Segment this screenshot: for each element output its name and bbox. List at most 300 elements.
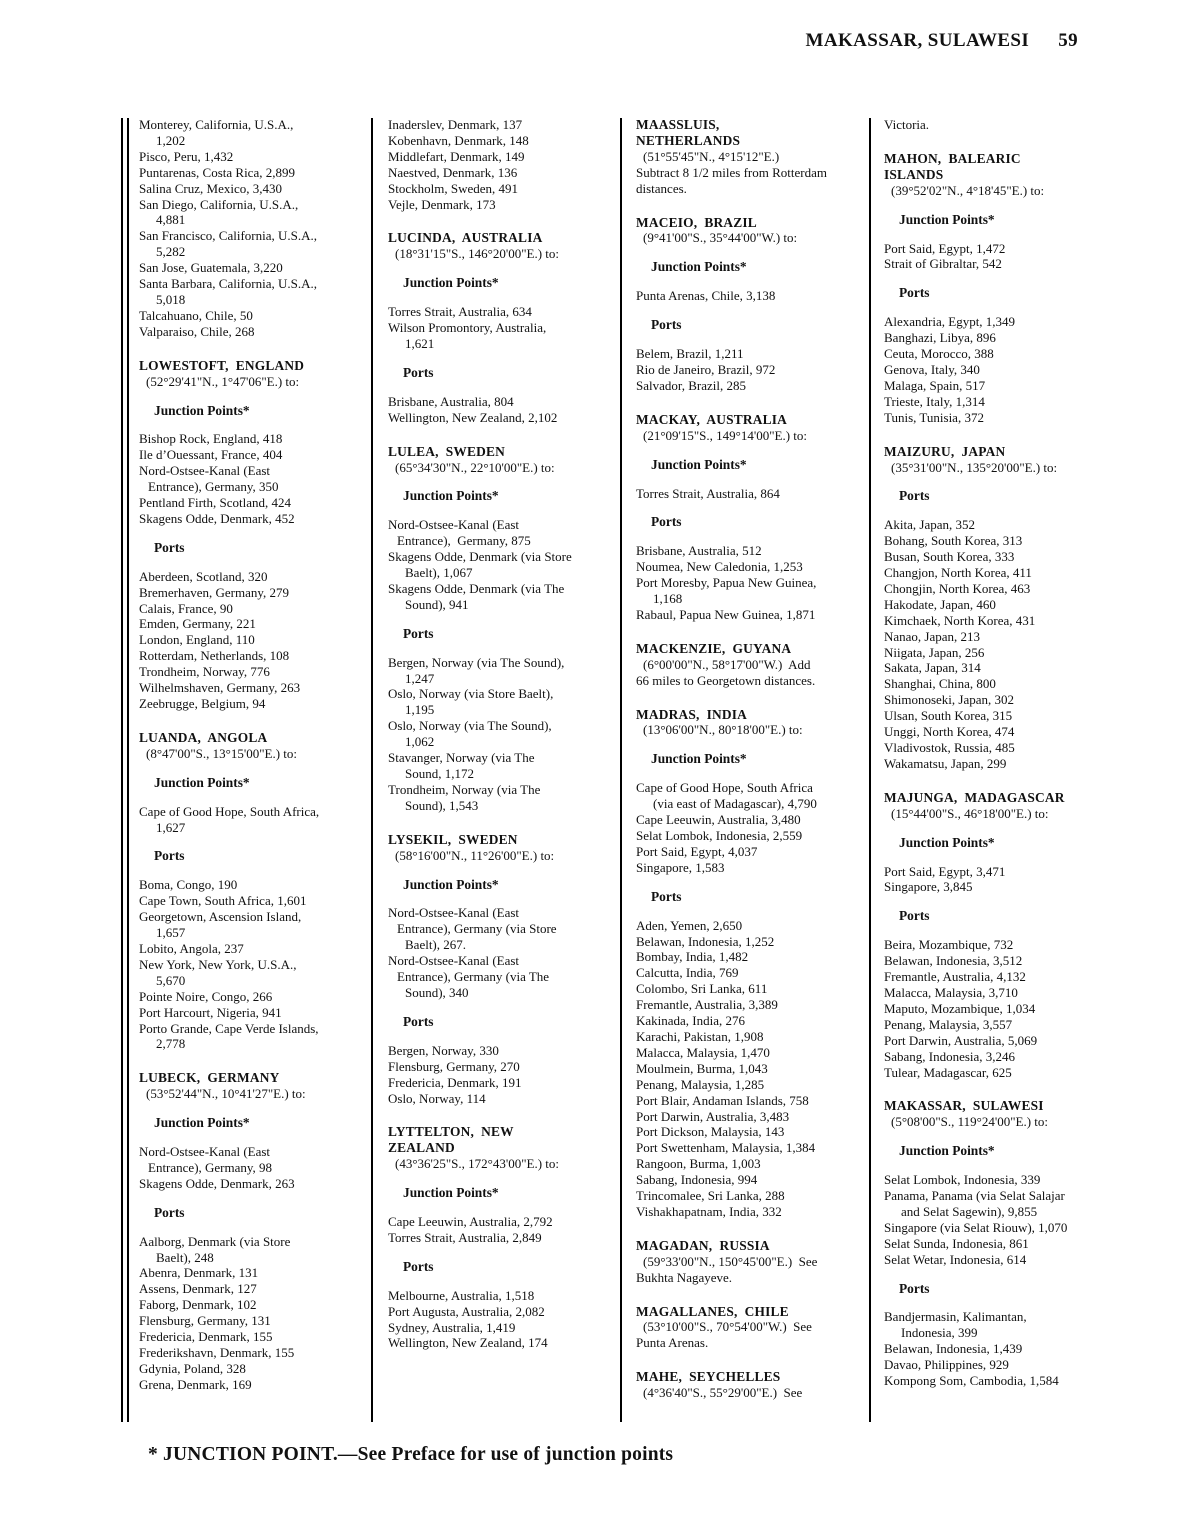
entry-line: Nord-Ostsee-Kanal (East (388, 905, 520, 921)
line-gap (636, 689, 868, 707)
entry-continuation: Baelt), 267. (405, 937, 467, 953)
line-gap (139, 1052, 367, 1070)
subheading: Ports (651, 317, 682, 333)
entry-line: Brisbane, Australia, 804 (388, 393, 514, 409)
entry-line: Panama, Panama (via Selat Salajar (884, 1188, 1065, 1204)
entry-line: Shimonoseki, Japan, 302 (884, 692, 1014, 708)
entry-line: Sabang, Indonesia, 3,246 (884, 1048, 1016, 1064)
coordinates-line: (13°06'00"N., 80°18'00"E.) to: (643, 722, 803, 738)
running-title: MAKASSAR, SULAWESI (805, 30, 1030, 51)
line-gap (636, 304, 868, 317)
entry-continuation: 1,062 (405, 734, 435, 750)
line-gap (388, 1030, 618, 1043)
line-gap (884, 1159, 1146, 1172)
line-gap (636, 1286, 868, 1304)
text-column-1 (139, 117, 367, 1393)
entry-line: Port Blair, Andaman Islands, 758 (636, 1092, 809, 1108)
text-column-2 (388, 117, 618, 1351)
section-heading: MAHON, BALEARIC (884, 150, 1021, 166)
entry-line: Port Darwin, Australia, 5,069 (884, 1032, 1038, 1048)
entry-line: Nanao, Japan, 213 (884, 628, 981, 644)
entry-line: Port Said, Egypt, 1,472 (884, 240, 1006, 256)
entry-line: San Francisco, California, U.S.A., (139, 228, 318, 244)
entry-line: Georgetown, Ascension Island, (139, 909, 302, 925)
entry-line: Flensburg, Germany, 131 (139, 1313, 271, 1329)
entry-line: Cape of Good Hope, South Africa (636, 780, 813, 796)
entry-line: Port Moresby, Papua New Guinea, (636, 575, 817, 591)
entry-line: Vishakhapatnam, India, 332 (636, 1203, 782, 1219)
subheading: Junction Points* (154, 774, 250, 790)
line-gap (884, 924, 1146, 937)
entry-line: Akita, Japan, 352 (884, 517, 975, 533)
coordinates-line: (65°34'30"N., 22°10'00"E.) to: (395, 459, 555, 475)
subheading: Ports (899, 285, 930, 301)
line-gap (388, 1106, 618, 1124)
entry-line: Malaga, Spain, 517 (884, 377, 986, 393)
entry-line: Busan, South Korea, 333 (884, 549, 1015, 565)
entry-line: Port Said, Egypt, 4,037 (636, 843, 758, 859)
coordinates-line: (6°00'00"N., 58°17'00"W.) Add (643, 656, 811, 672)
entry-line: Skagens Odde, Denmark, 452 (139, 510, 295, 526)
entry-line: Punta Arenas, Chile, 3,138 (636, 288, 776, 304)
entry-line: Selat Lombok, Indonesia, 2,559 (636, 828, 803, 843)
line-gap (636, 275, 868, 288)
entry-line: Kobenhavn, Denmark, 148 (388, 132, 529, 148)
entry-line: Singapore (via Selat Riouw), 1,070 (884, 1219, 1068, 1235)
entry-line: Aalborg, Denmark (via Store (139, 1233, 291, 1249)
coordinates-line: (15°44'00"S., 46°18'00"E.) to: (891, 805, 1049, 821)
subheading: Junction Points* (651, 456, 747, 472)
line-gap (884, 504, 1146, 517)
entry-line: Pisco, Peru, 1,432 (139, 148, 234, 164)
entry-line: Noumea, New Caledonia, 1,253 (636, 559, 803, 575)
entry-line: Maputo, Mozambique, 1,034 (884, 1000, 1036, 1016)
entry-line: Bombay, India, 1,482 (636, 949, 749, 965)
entry-line: Flensburg, Germany, 270 (388, 1058, 520, 1074)
subheading: Junction Points* (403, 275, 499, 291)
entry-continuation: 4,881 (156, 212, 186, 228)
entry-line: Hakodate, Japan, 460 (884, 596, 996, 612)
entry-line: Kompong Som, Cambodia, 1,584 (884, 1373, 1059, 1389)
line-gap (388, 352, 618, 365)
entry-line: Selat Lombok, Indonesia, 339 (884, 1172, 1041, 1188)
line-gap (636, 1220, 868, 1238)
entry-line: Vejle, Denmark, 173 (388, 196, 496, 212)
entry-line: Moulmein, Burma, 1,043 (636, 1060, 768, 1076)
subheading: Ports (403, 364, 434, 380)
line-gap (884, 851, 1146, 864)
entry-line: Chongjin, North Korea, 463 (884, 580, 1031, 596)
line-gap (388, 381, 618, 394)
entry-line: Rotterdam, Netherlands, 108 (139, 648, 290, 664)
entry-line: Fredericia, Denmark, 155 (139, 1329, 273, 1345)
line-gap (636, 333, 868, 346)
line-gap (636, 394, 868, 412)
text-column-3 (636, 117, 868, 1401)
entry-line: Kakinada, India, 276 (636, 1013, 746, 1029)
line-gap (139, 712, 367, 730)
entry-line: Kimchaek, North Korea, 431 (884, 612, 1036, 628)
entry-line: New York, New York, U.S.A., (139, 956, 297, 972)
entry-line: distances. (636, 180, 687, 196)
coordinates-line: (43°36'25"S., 172°43'00"E.) to: (395, 1156, 559, 1172)
entry-line: Niigata, Japan, 256 (884, 644, 985, 660)
entry-continuation: Entrance), Germany, 875 (397, 533, 531, 549)
column-divider-1 (371, 118, 373, 1422)
entry-line: Port Said, Egypt, 3,471 (884, 863, 1006, 879)
entry-line: Alexandria, Egypt, 1,349 (884, 314, 1016, 330)
entry-continuation: 5,670 (156, 972, 186, 988)
entry-line: Cape Leeuwin, Australia, 2,792 (388, 1214, 553, 1230)
coordinates-line: (4°36'40"S., 55°29'00"E.) See (643, 1385, 803, 1401)
line-gap (388, 1201, 618, 1214)
entry-line: Beira, Mozambique, 732 (884, 937, 1014, 953)
entry-continuation: Sound), 1,543 (405, 797, 479, 813)
entry-line: Nord-Ostsee-Kanal (East (139, 1144, 271, 1160)
line-gap (139, 864, 367, 877)
entry-line: Assens, Denmark, 127 (139, 1281, 257, 1297)
section-heading: MACEIO, BRAZIL (636, 214, 757, 230)
subheading: Ports (651, 888, 682, 904)
line-gap (388, 504, 618, 517)
subheading: Junction Points* (403, 1185, 499, 1201)
entry-line: Rabaul, Papua New Guinea, 1,871 (636, 606, 816, 622)
line-gap (884, 133, 1146, 151)
coordinates-line: (58°16'00"N., 11°26'00"E.) to: (395, 847, 555, 863)
entry-line: Wilhelmshaven, Germany, 263 (139, 680, 301, 696)
line-gap (636, 876, 868, 889)
line-gap (636, 444, 868, 457)
entry-line: Sakata, Japan, 314 (884, 660, 981, 676)
entry-line: Trondheim, Norway (via The (388, 781, 541, 797)
entry-line: Ile d’Ouessant, France, 404 (139, 447, 283, 463)
coordinates-line: (59°33'00"N., 150°45'00"E.) See (643, 1253, 818, 1269)
entry-line: Oslo, Norway (via Store Baelt), (388, 686, 554, 702)
entry-line: Belawan, Indonesia, 3,512 (884, 953, 1023, 969)
line-gap (636, 767, 868, 780)
line-gap (139, 556, 367, 569)
entry-line: Oslo, Norway (via The Sound), (388, 718, 552, 734)
entry-line: Monterey, California, U.S.A., (139, 117, 294, 132)
entry-continuation: and Selat Sagewin), 9,855 (901, 1203, 1038, 1219)
entry-line: Aden, Yemen, 2,650 (636, 917, 743, 933)
entry-continuation: 1,168 (653, 591, 683, 607)
line-gap (388, 1246, 618, 1259)
entry-line: Puntarenas, Costa Rica, 2,899 (139, 164, 295, 180)
subheading: Ports (651, 514, 682, 530)
entry-line: Fremantle, Australia, 3,389 (636, 997, 778, 1013)
left-rule-outer (121, 118, 123, 1422)
entry-line: Abenra, Denmark, 131 (139, 1265, 259, 1281)
line-gap (388, 814, 618, 832)
subheading: Junction Points* (651, 751, 747, 767)
entry-line: Torres Strait, Australia, 634 (388, 304, 532, 320)
line-gap (884, 228, 1146, 241)
section-heading: MAJUNGA, MADAGASCAR (884, 789, 1065, 805)
coordinates-line: (53°10'00"S., 70°54'00"W.) See (643, 1319, 812, 1335)
entry-continuation: Entrance), Germany, 98 (148, 1159, 273, 1175)
entry-line: Salina Cruz, Mexico, 3,430 (139, 180, 282, 196)
entry-line: Selat Sunda, Indonesia, 861 (884, 1235, 1029, 1251)
line-gap (884, 272, 1146, 285)
subheading: Junction Points* (899, 1143, 995, 1159)
subheading: Ports (899, 1280, 930, 1296)
line-gap (884, 301, 1146, 314)
column-divider-3 (869, 118, 871, 1422)
line-gap (388, 613, 618, 626)
line-gap (636, 473, 868, 486)
entry-line: Davao, Philippines, 929 (884, 1357, 1009, 1373)
junction-point-footnote: * JUNCTION POINT.—See Preface for use of junction points (148, 1444, 674, 1465)
entry-line: Emden, Germany, 221 (139, 616, 256, 632)
section-heading: MAGADAN, RUSSIA (636, 1237, 770, 1253)
line-gap (388, 426, 618, 444)
entry-line: Changjon, North Korea, 411 (884, 565, 1032, 581)
subheading: Ports (154, 539, 185, 555)
entry-line: Singapore, 1,583 (636, 859, 725, 875)
section-heading: LUCINDA, AUSTRALIA (388, 230, 543, 246)
entry-line: Subtract 8 1/2 miles from Rotterdam (636, 164, 827, 180)
entry-line: Naestved, Denmark, 136 (388, 164, 518, 180)
entry-line: Genova, Italy, 340 (884, 361, 980, 377)
subheading: Junction Points* (651, 259, 747, 275)
entry-line: Brisbane, Australia, 512 (636, 543, 762, 559)
entry-line: Sabang, Indonesia, 994 (636, 1172, 758, 1188)
entry-line: Faborg, Denmark, 102 (139, 1297, 257, 1313)
entry-line: Singapore, 3,845 (884, 879, 973, 895)
line-gap (884, 1130, 1146, 1143)
entry-line: Pentland Firth, Scotland, 424 (139, 495, 292, 511)
section-heading: LYSEKIL, SWEDEN (388, 831, 518, 847)
entry-line: Penang, Malaysia, 3,557 (884, 1016, 1013, 1032)
line-gap (636, 1351, 868, 1369)
entry-line: Port Darwin, Australia, 3,483 (636, 1108, 790, 1124)
entry-line: Cape of Good Hope, South Africa, (139, 803, 320, 819)
entry-line: Cape Town, South Africa, 1,601 (139, 893, 307, 909)
subheading: Junction Points* (899, 211, 995, 227)
entry-line: Strait of Gibraltar, 542 (884, 256, 1002, 272)
line-gap (139, 527, 367, 540)
entry-line: Valparaiso, Chile, 268 (139, 323, 255, 339)
entry-line: Rangoon, Burma, 1,003 (636, 1156, 761, 1172)
entry-line: Unggi, North Korea, 474 (884, 724, 1015, 740)
entry-continuation: Entrance), Germany, 350 (148, 479, 279, 495)
section-heading: MACKAY, AUSTRALIA (636, 411, 788, 427)
entry-line: London, England, 110 (139, 632, 255, 648)
entry-line: Belem, Brazil, 1,211 (636, 346, 744, 362)
entry-line: Nord-Ostsee-Kanal (East (139, 463, 271, 479)
entry-continuation: (via east of Madagascar), 4,790 (653, 796, 817, 812)
entry-line: Nord-Ostsee-Kanal (East (388, 517, 520, 533)
line-gap (884, 199, 1146, 212)
entry-continuation: Baelt), 248 (156, 1249, 214, 1265)
line-gap (139, 1131, 367, 1144)
entry-line: Sydney, Australia, 1,419 (388, 1319, 516, 1335)
entry-line: Middlefart, Denmark, 149 (388, 148, 525, 164)
coordinates-line: (52°29'41"N., 1°47'06"E.) to: (146, 373, 300, 389)
entry-line: Skagens Odde, Denmark (via The (388, 580, 565, 596)
entry-continuation: 1,627 (156, 819, 186, 835)
coordinates-line: (18°31'15"S., 146°20'00"E.) to: (395, 246, 559, 262)
section-heading: ISLANDS (884, 166, 944, 182)
entry-line: Port Augusta, Australia, 2,082 (388, 1303, 545, 1319)
line-gap (636, 530, 868, 543)
line-gap (139, 835, 367, 848)
page-number: 59 (1058, 30, 1078, 51)
entry-line: Stockholm, Sweden, 491 (388, 180, 518, 196)
entry-continuation: 2,778 (156, 1036, 186, 1052)
line-gap (388, 1275, 618, 1288)
entry-continuation: 1,621 (405, 335, 435, 351)
line-gap (884, 772, 1146, 790)
entry-line: Lobito, Angola, 237 (139, 940, 244, 956)
entry-line: Port Harcourt, Nigeria, 941 (139, 1004, 282, 1020)
line-gap (636, 197, 868, 215)
subheading: Junction Points* (403, 488, 499, 504)
entry-line: San Diego, California, U.S.A., (139, 196, 299, 212)
line-gap (388, 291, 618, 304)
subheading: Junction Points* (154, 1115, 250, 1131)
subheading: Ports (403, 1013, 434, 1029)
line-gap (884, 475, 1146, 488)
entry-continuation: 5,282 (156, 244, 186, 260)
entry-line: Punta Arenas. (636, 1335, 709, 1351)
entry-line: Stavanger, Norway (via The (388, 750, 535, 766)
line-gap (636, 501, 868, 514)
entry-line: Victoria. (884, 117, 930, 132)
line-gap (139, 762, 367, 775)
entry-line: Talcahuano, Chile, 50 (139, 307, 253, 323)
line-gap (139, 1221, 367, 1234)
line-gap (884, 426, 1146, 444)
line-gap (388, 262, 618, 275)
entry-line: Ulsan, South Korea, 315 (884, 708, 1013, 724)
coordinates-line: (39°52'02"N., 4°18'45"E.) to: (891, 182, 1045, 198)
entry-line: Bukhta Nagayeve. (636, 1269, 733, 1285)
entry-line: Port Swettenham, Malaysia, 1,384 (636, 1140, 816, 1156)
entry-line: Wellington, New Zealand, 2,102 (388, 409, 558, 425)
line-gap (139, 418, 367, 431)
entry-line: Colombo, Sri Lanka, 611 (636, 981, 768, 997)
coordinates-line: (5°08'00"S., 119°24'00"E.) to: (891, 1114, 1049, 1130)
entry-line: Wilson Promontory, Australia, (388, 320, 547, 336)
subheading: Ports (154, 848, 185, 864)
entry-line: Trieste, Italy, 1,314 (884, 393, 985, 409)
section-heading: MAHE, SEYCHELLES (636, 1369, 781, 1385)
entry-continuation: 1,202 (156, 132, 186, 148)
entry-line: Port Dickson, Malaysia, 143 (636, 1124, 785, 1140)
line-gap (139, 390, 367, 403)
line-gap (388, 1172, 618, 1185)
line-gap (636, 738, 868, 751)
entry-line: Fremantle, Australia, 4,132 (884, 969, 1026, 985)
subheading: Ports (403, 625, 434, 641)
line-gap (636, 246, 868, 259)
entry-line: Cape Leeuwin, Australia, 3,480 (636, 812, 801, 828)
line-gap (139, 1102, 367, 1115)
line-gap (388, 892, 618, 905)
entry-continuation: 1,195 (405, 702, 435, 718)
entry-line: Shanghai, China, 800 (884, 676, 996, 692)
entry-line: Oslo, Norway, 114 (388, 1090, 486, 1106)
section-heading: MAKASSAR, SULAWESI (884, 1098, 1044, 1114)
entry-line: Karachi, Pakistan, 1,908 (636, 1028, 764, 1044)
entry-line: Ceuta, Morocco, 388 (884, 346, 994, 362)
entry-line: Torres Strait, Australia, 864 (636, 485, 780, 501)
entry-continuation: Sound, 1,172 (405, 766, 474, 781)
entry-line: Skagens Odde, Denmark, 263 (139, 1175, 295, 1191)
entry-line: Melbourne, Australia, 1,518 (388, 1287, 535, 1303)
entry-line: Trondheim, Norway, 776 (139, 664, 270, 680)
entry-line: Tulear, Madagascar, 625 (884, 1064, 1012, 1080)
entry-line: Calcutta, India, 769 (636, 965, 739, 981)
entry-line: Zeebrugge, Belgium, 94 (139, 696, 266, 711)
entry-line: Nord-Ostsee-Kanal (East (388, 953, 520, 969)
coordinates-line: (9°41'00"S., 35°44'00"W.) to: (643, 230, 798, 246)
entry-continuation: 1,247 (405, 670, 435, 686)
entry-line: Santa Barbara, California, U.S.A., (139, 276, 317, 292)
entry-line: Skagens Odde, Denmark (via Store (388, 549, 572, 565)
entry-continuation: Sound), 340 (405, 984, 469, 1000)
entry-line: Vladivostok, Russia, 485 (884, 740, 1015, 755)
entry-continuation: Baelt), 1,067 (405, 565, 473, 581)
subheading: Ports (899, 908, 930, 924)
section-heading: MAIZURU, JAPAN (884, 443, 1006, 459)
coordinates-line: (51°55'45"N., 4°15'12"E.) (643, 148, 780, 164)
section-heading: MAGALLANES, CHILE (636, 1303, 789, 1319)
entry-line: Wellington, New Zealand, 174 (388, 1335, 548, 1351)
entry-continuation: Indonesia, 399 (901, 1325, 978, 1341)
section-heading: MADRAS, INDIA (636, 706, 748, 722)
entry-line: Pointe Noire, Congo, 266 (139, 988, 273, 1004)
entry-continuation: 5,018 (156, 291, 186, 307)
subheading: Junction Points* (403, 876, 499, 892)
line-gap (636, 905, 868, 918)
entry-line: Aberdeen, Scotland, 320 (139, 568, 268, 584)
entry-continuation: Entrance), Germany (via The (397, 969, 550, 985)
entry-line: Frederikshavn, Denmark, 155 (139, 1345, 295, 1360)
entry-continuation: 1,657 (156, 925, 186, 941)
entry-line: Torres Strait, Australia, 2,849 (388, 1229, 542, 1245)
left-rule-inner (127, 118, 129, 1422)
subheading: Junction Points* (154, 402, 250, 418)
section-heading: LUANDA, ANGOLA (139, 729, 268, 745)
line-gap (636, 623, 868, 641)
entry-line: Malacca, Malaysia, 1,470 (636, 1044, 770, 1060)
entry-line: Belawan, Indonesia, 1,439 (884, 1341, 1023, 1357)
entry-line: Bishop Rock, England, 418 (139, 431, 283, 447)
column-divider-2 (620, 118, 622, 1422)
section-heading: LOWESTOFT, ENGLAND (139, 357, 305, 373)
entry-line: Belawan, Indonesia, 1,252 (636, 933, 775, 949)
section-heading: MACKENZIE, GUYANA (636, 640, 792, 656)
entry-line: Bergen, Norway (via The Sound), (388, 654, 565, 670)
text-column-4 (884, 117, 1146, 1389)
entry-line: Bandjermasin, Kalimantan, (884, 1309, 1027, 1325)
coordinates-line: (35°31'00"N., 135°20'00"E.) to: (891, 459, 1058, 475)
line-gap (388, 475, 618, 488)
coordinates-line: (53°52'44"N., 10°41'27"E.) to: (146, 1086, 306, 1102)
line-gap (388, 642, 618, 655)
entry-line: Bergen, Norway, 330 (388, 1042, 499, 1058)
subheading: Ports (899, 488, 930, 504)
section-heading: LULEA, SWEDEN (388, 443, 506, 459)
entry-line: 66 miles to Georgetown distances. (636, 672, 816, 688)
entry-line: Malacca, Malaysia, 3,710 (884, 984, 1018, 1000)
line-gap (884, 1268, 1146, 1281)
section-heading: ZEALAND (388, 1140, 455, 1156)
line-gap (139, 340, 367, 358)
